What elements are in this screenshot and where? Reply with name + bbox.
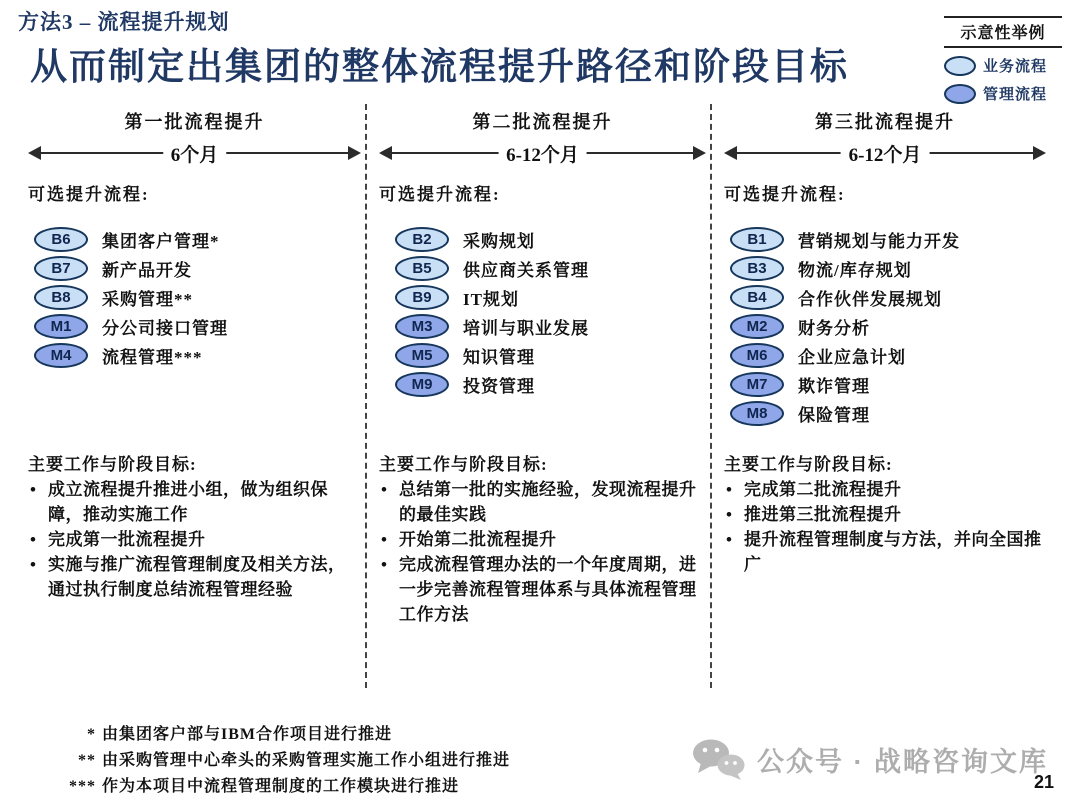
duration-label: 6-12个月	[498, 140, 587, 167]
process-label: 供应商关系管理	[463, 261, 589, 280]
goal-item: • 提升流程管理制度与方法，并向全国推广	[724, 527, 1046, 577]
process-row	[395, 372, 706, 397]
page-title: 从而制定出集团的整体流程提升路径和阶段目标	[30, 47, 849, 88]
footnotes	[58, 722, 510, 800]
footnote-marker: *	[87, 726, 96, 743]
process-row	[395, 285, 706, 310]
arrow-right-icon	[1033, 146, 1046, 160]
process-label: 投资管理	[463, 377, 535, 396]
timeline-arrow	[28, 138, 361, 168]
arrow-left-icon	[724, 146, 737, 160]
process-label: IT规划	[463, 290, 519, 309]
process-row	[730, 314, 1046, 339]
process-label: 营销规划与能力开发	[798, 232, 960, 251]
process-badge: B3	[730, 256, 784, 281]
goals-list	[28, 477, 361, 602]
goal-item: • 成立流程提升推进小组，做为组织保障，推动实施工作	[28, 477, 361, 527]
goals-list	[379, 477, 706, 627]
process-section-label: 可选提升流程:	[379, 185, 501, 204]
goal-item: • 完成第一批流程提升	[28, 527, 361, 552]
goals-list	[724, 477, 1046, 577]
process-badge: B1	[730, 227, 784, 252]
process-row	[395, 256, 706, 281]
arrow-right-icon	[693, 146, 706, 160]
process-badge: M8	[730, 401, 784, 426]
goal-item: • 完成第二批流程提升	[724, 477, 1046, 502]
footnote	[58, 774, 510, 800]
goal-item: • 总结第一批的实施经验，发现流程提升的最佳实践	[379, 477, 706, 527]
process-badge: M7	[730, 372, 784, 397]
process-label: 企业应急计划	[798, 348, 906, 367]
timeline-arrow	[724, 138, 1046, 168]
phase-column-3	[710, 104, 1080, 688]
process-row	[34, 314, 361, 339]
legend-item-management	[944, 83, 1062, 104]
process-row	[730, 256, 1046, 281]
process-section-label: 可选提升流程:	[724, 185, 846, 204]
goal-item: • 实施与推广流程管理制度及相关方法，通过执行制度总结流程管理经验	[28, 552, 361, 602]
timeline-arrow	[379, 138, 706, 168]
footnote-text: 由集团客户部与IBM合作项目进行推进	[102, 726, 393, 743]
watermark-text: 公众号 · 战略咨询文库	[757, 746, 1048, 777]
process-label: 集团客户管理*	[102, 232, 220, 251]
legend-item-business	[944, 55, 1062, 76]
arrow-left-icon	[379, 146, 392, 160]
legend-item-label: 业务流程	[983, 59, 1048, 75]
process-list	[395, 227, 706, 450]
process-badge: B8	[34, 285, 88, 310]
process-label: 新产品开发	[102, 261, 192, 280]
process-badge: M1	[34, 314, 88, 339]
process-label: 欺诈管理	[798, 377, 870, 396]
legend-title: 示意性举例	[944, 16, 1062, 48]
process-row	[34, 256, 361, 281]
goals-header: 主要工作与阶段目标:	[724, 455, 893, 474]
process-row	[730, 227, 1046, 252]
process-row	[730, 372, 1046, 397]
goals-header: 主要工作与阶段目标:	[379, 455, 548, 474]
process-label: 培训与职业发展	[463, 319, 589, 338]
duration-label: 6个月	[163, 140, 227, 167]
goal-item: • 开始第二批流程提升	[379, 527, 706, 552]
goal-item: • 完成流程管理办法的一个年度周期，进一步完善流程管理体系与具体流程管理工作方法	[379, 552, 706, 627]
process-badge: M9	[395, 372, 449, 397]
management-process-swatch-icon	[944, 84, 976, 104]
phase-column-1	[0, 104, 365, 688]
phase-columns	[0, 104, 1080, 688]
process-label: 财务分析	[798, 319, 870, 338]
watermark	[691, 738, 1048, 780]
slide-eyebrow: 方法3 – 流程提升规划	[18, 10, 230, 34]
process-list	[730, 227, 1046, 450]
footnote-marker: **	[78, 752, 96, 769]
footnote	[58, 748, 510, 774]
batch-title: 第一批流程提升	[124, 112, 265, 132]
process-row	[395, 227, 706, 252]
process-badge: M2	[730, 314, 784, 339]
process-row	[730, 343, 1046, 368]
process-label: 采购管理**	[102, 290, 193, 309]
footnote-marker: ***	[69, 778, 96, 795]
goal-item: • 推进第三批流程提升	[724, 502, 1046, 527]
process-badge: B4	[730, 285, 784, 310]
process-row	[730, 401, 1046, 426]
arrow-right-icon	[348, 146, 361, 160]
footnote-text: 由采购管理中心牵头的采购管理实施工作小组进行推进	[102, 752, 511, 769]
process-label: 保险管理	[798, 406, 870, 425]
legend	[944, 16, 1062, 104]
batch-title: 第二批流程提升	[472, 112, 613, 132]
footnote-text: 作为本项目中流程管理制度的工作模块进行推进	[102, 778, 460, 795]
process-badge: M4	[34, 343, 88, 368]
batch-title: 第三批流程提升	[815, 112, 955, 132]
process-row	[34, 285, 361, 310]
wechat-icon	[691, 738, 747, 780]
arrow-left-icon	[28, 146, 41, 160]
process-section-label: 可选提升流程:	[28, 185, 150, 204]
business-process-swatch-icon	[944, 56, 976, 76]
process-row	[395, 343, 706, 368]
process-label: 物流/库存规划	[798, 261, 912, 280]
process-row	[34, 343, 361, 368]
process-label: 分公司接口管理	[102, 319, 228, 338]
footnote	[58, 722, 510, 748]
legend-item-label: 管理流程	[983, 87, 1048, 103]
process-badge: M5	[395, 343, 449, 368]
process-label: 知识管理	[463, 348, 535, 367]
process-list	[34, 227, 361, 450]
process-badge: B6	[34, 227, 88, 252]
process-badge: M6	[730, 343, 784, 368]
process-badge: B5	[395, 256, 449, 281]
process-badge: B7	[34, 256, 88, 281]
process-badge: M3	[395, 314, 449, 339]
process-badge: B9	[395, 285, 449, 310]
process-row	[34, 227, 361, 252]
page-number: 21	[1033, 772, 1054, 792]
process-label: 采购规划	[463, 232, 535, 251]
process-label: 合作伙伴发展规划	[798, 290, 942, 309]
process-label: 流程管理***	[102, 348, 203, 367]
goals-header: 主要工作与阶段目标:	[28, 455, 197, 474]
process-badge: B2	[395, 227, 449, 252]
duration-label: 6-12个月	[841, 140, 930, 167]
phase-column-2	[365, 104, 710, 688]
process-row	[395, 314, 706, 339]
process-row	[730, 285, 1046, 310]
